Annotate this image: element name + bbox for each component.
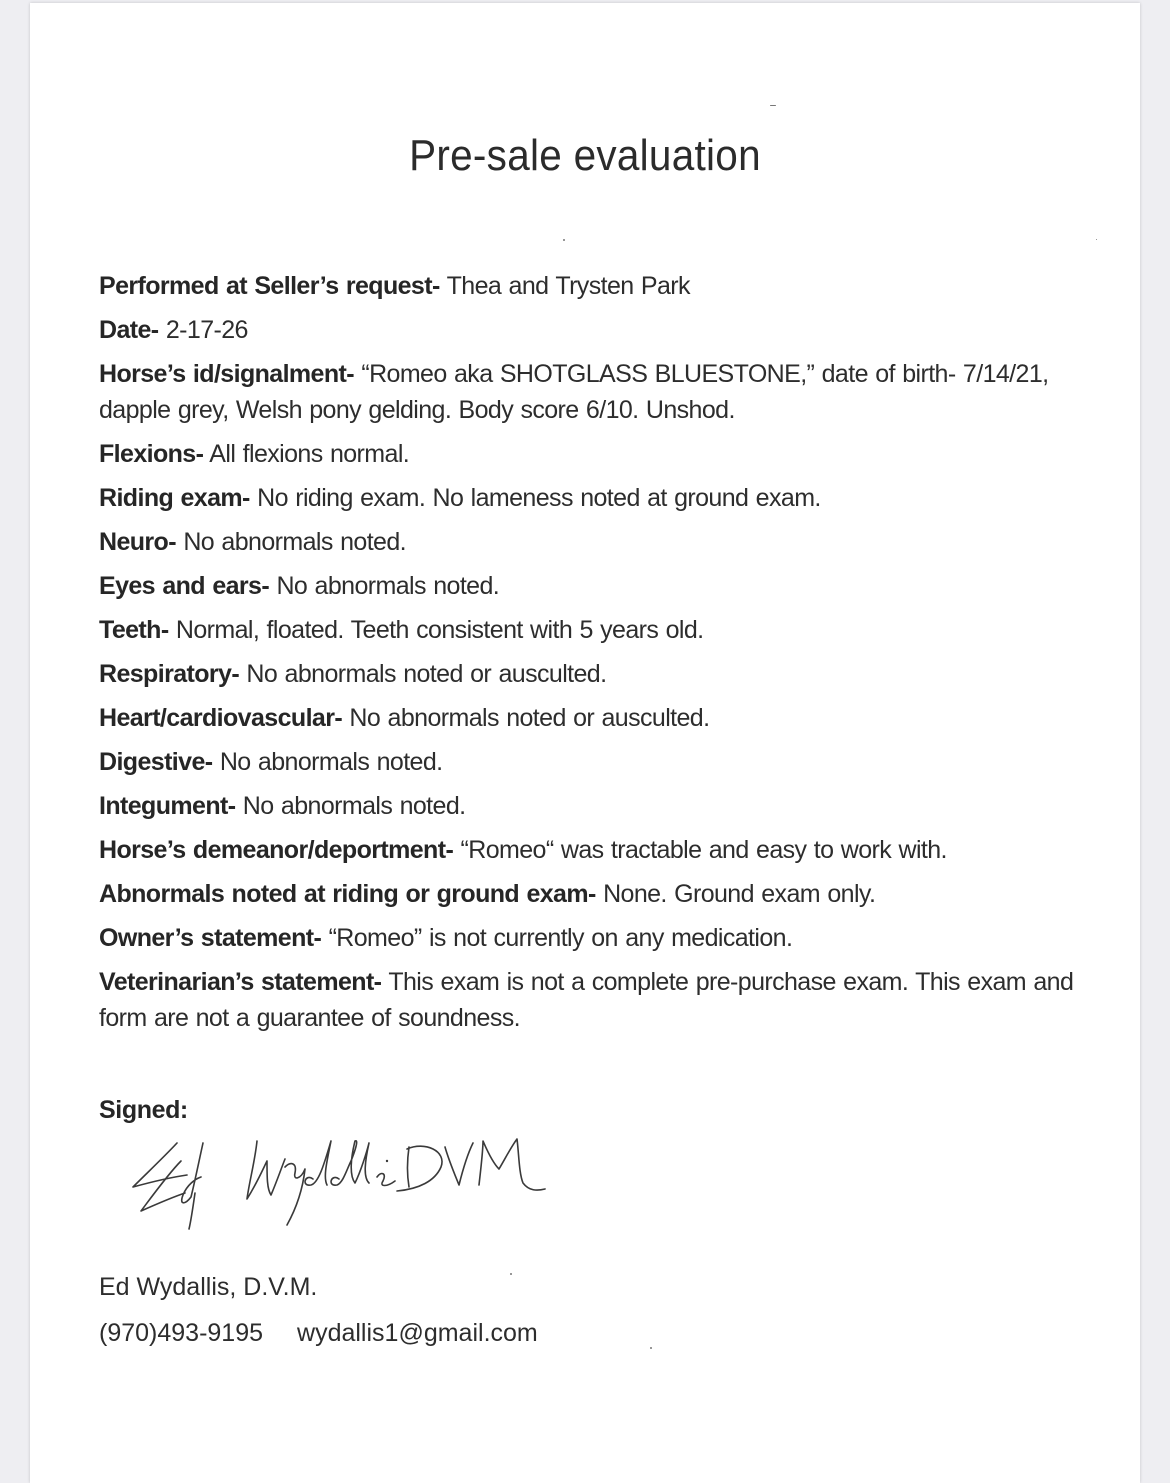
field-value: No abnormals noted. (212, 748, 443, 776)
evaluation-fields (99, 268, 1109, 1044)
field-value: No abnormals noted or ausculted. (239, 660, 607, 688)
field-value: Thea and Trysten Park (439, 272, 690, 300)
scan-speck (770, 105, 776, 106)
veterinarian-name: Ed Wydallis, D.V.M. (99, 1273, 318, 1301)
field-vet-statement (99, 964, 1109, 1036)
field-signalment (99, 356, 1109, 428)
field-value: No abnormals noted or ausculted. (342, 704, 710, 732)
scan-speck (563, 239, 565, 241)
field-owner-statement (99, 920, 1109, 956)
field-cardiovascular (99, 700, 1109, 736)
field-label: Flexions- (99, 440, 204, 468)
field-label: Eyes and ears- (99, 572, 270, 600)
field-value: 2-17-26 (158, 316, 248, 344)
field-label: Integument- (99, 792, 236, 820)
field-neuro (99, 524, 1109, 560)
field-value: “Romeo” is not currently on any medication. (321, 924, 793, 952)
field-label: Heart/cardiovascular- (99, 704, 343, 732)
field-digestive (99, 744, 1109, 780)
field-value: This exam is not a complete pre-purchase exam. This exam and form are not a guarantee of soundness. (99, 968, 1074, 1032)
field-label: Digestive- (99, 748, 213, 776)
field-value: “Romeo“ was tractable and easy to work with. (453, 836, 947, 864)
field-label: Veterinarian’s statement- (99, 968, 382, 996)
field-value: Normal, floated. Teeth consistent with 5 years old. (168, 616, 704, 644)
field-value: No abnormals noted. (269, 572, 500, 600)
field-value: All flexions normal. (203, 440, 410, 468)
field-performed-at (99, 268, 1109, 304)
field-label: Respiratory- (99, 660, 240, 688)
field-label: Teeth- (99, 616, 169, 644)
veterinarian-contact (99, 1319, 538, 1348)
field-label: Performed at Seller’s request- (99, 272, 440, 300)
field-demeanor (99, 832, 1109, 868)
signed-label: Signed: (99, 1096, 188, 1124)
field-value: No abnormals noted. (175, 528, 406, 556)
scan-speck (510, 1273, 512, 1275)
field-teeth (99, 612, 1109, 648)
field-label: Horse’s demeanor/deportment- (99, 836, 454, 864)
document-page (30, 3, 1140, 1483)
veterinarian-phone: (970)493-9195 (99, 1319, 264, 1347)
field-value: None. Ground exam only. (595, 880, 876, 908)
page-title: Pre-sale evaluation (409, 131, 761, 180)
handwritten-signature (125, 1121, 625, 1241)
field-value: “Romeo aka SHOTGLASS BLUESTONE,” date of birth- 7/14/21, dapple grey, Welsh pony gelding. Body score 6/10. Unshod. (99, 360, 1049, 424)
field-label: Riding exam- (99, 484, 250, 512)
field-value: No riding exam. No lameness noted at ground exam. (249, 484, 821, 512)
field-abnormals (99, 876, 1109, 912)
field-respiratory (99, 656, 1109, 692)
field-date (99, 312, 1109, 348)
field-label: Horse’s id/signalment- (99, 360, 354, 388)
field-eyes-ears (99, 568, 1109, 604)
field-integument (99, 788, 1109, 824)
field-riding-exam (99, 480, 1109, 516)
field-value: No abnormals noted. (235, 792, 466, 820)
field-flexions (99, 436, 1109, 472)
field-label: Neuro- (99, 528, 176, 556)
scan-speck (1096, 239, 1097, 240)
field-label: Owner’s statement- (99, 924, 322, 952)
scan-speck (650, 1347, 652, 1349)
field-label: Date- (99, 316, 159, 344)
field-label: Abnormals noted at riding or ground exam- (99, 880, 596, 908)
veterinarian-email: wydallis1@gmail.com (297, 1319, 538, 1347)
